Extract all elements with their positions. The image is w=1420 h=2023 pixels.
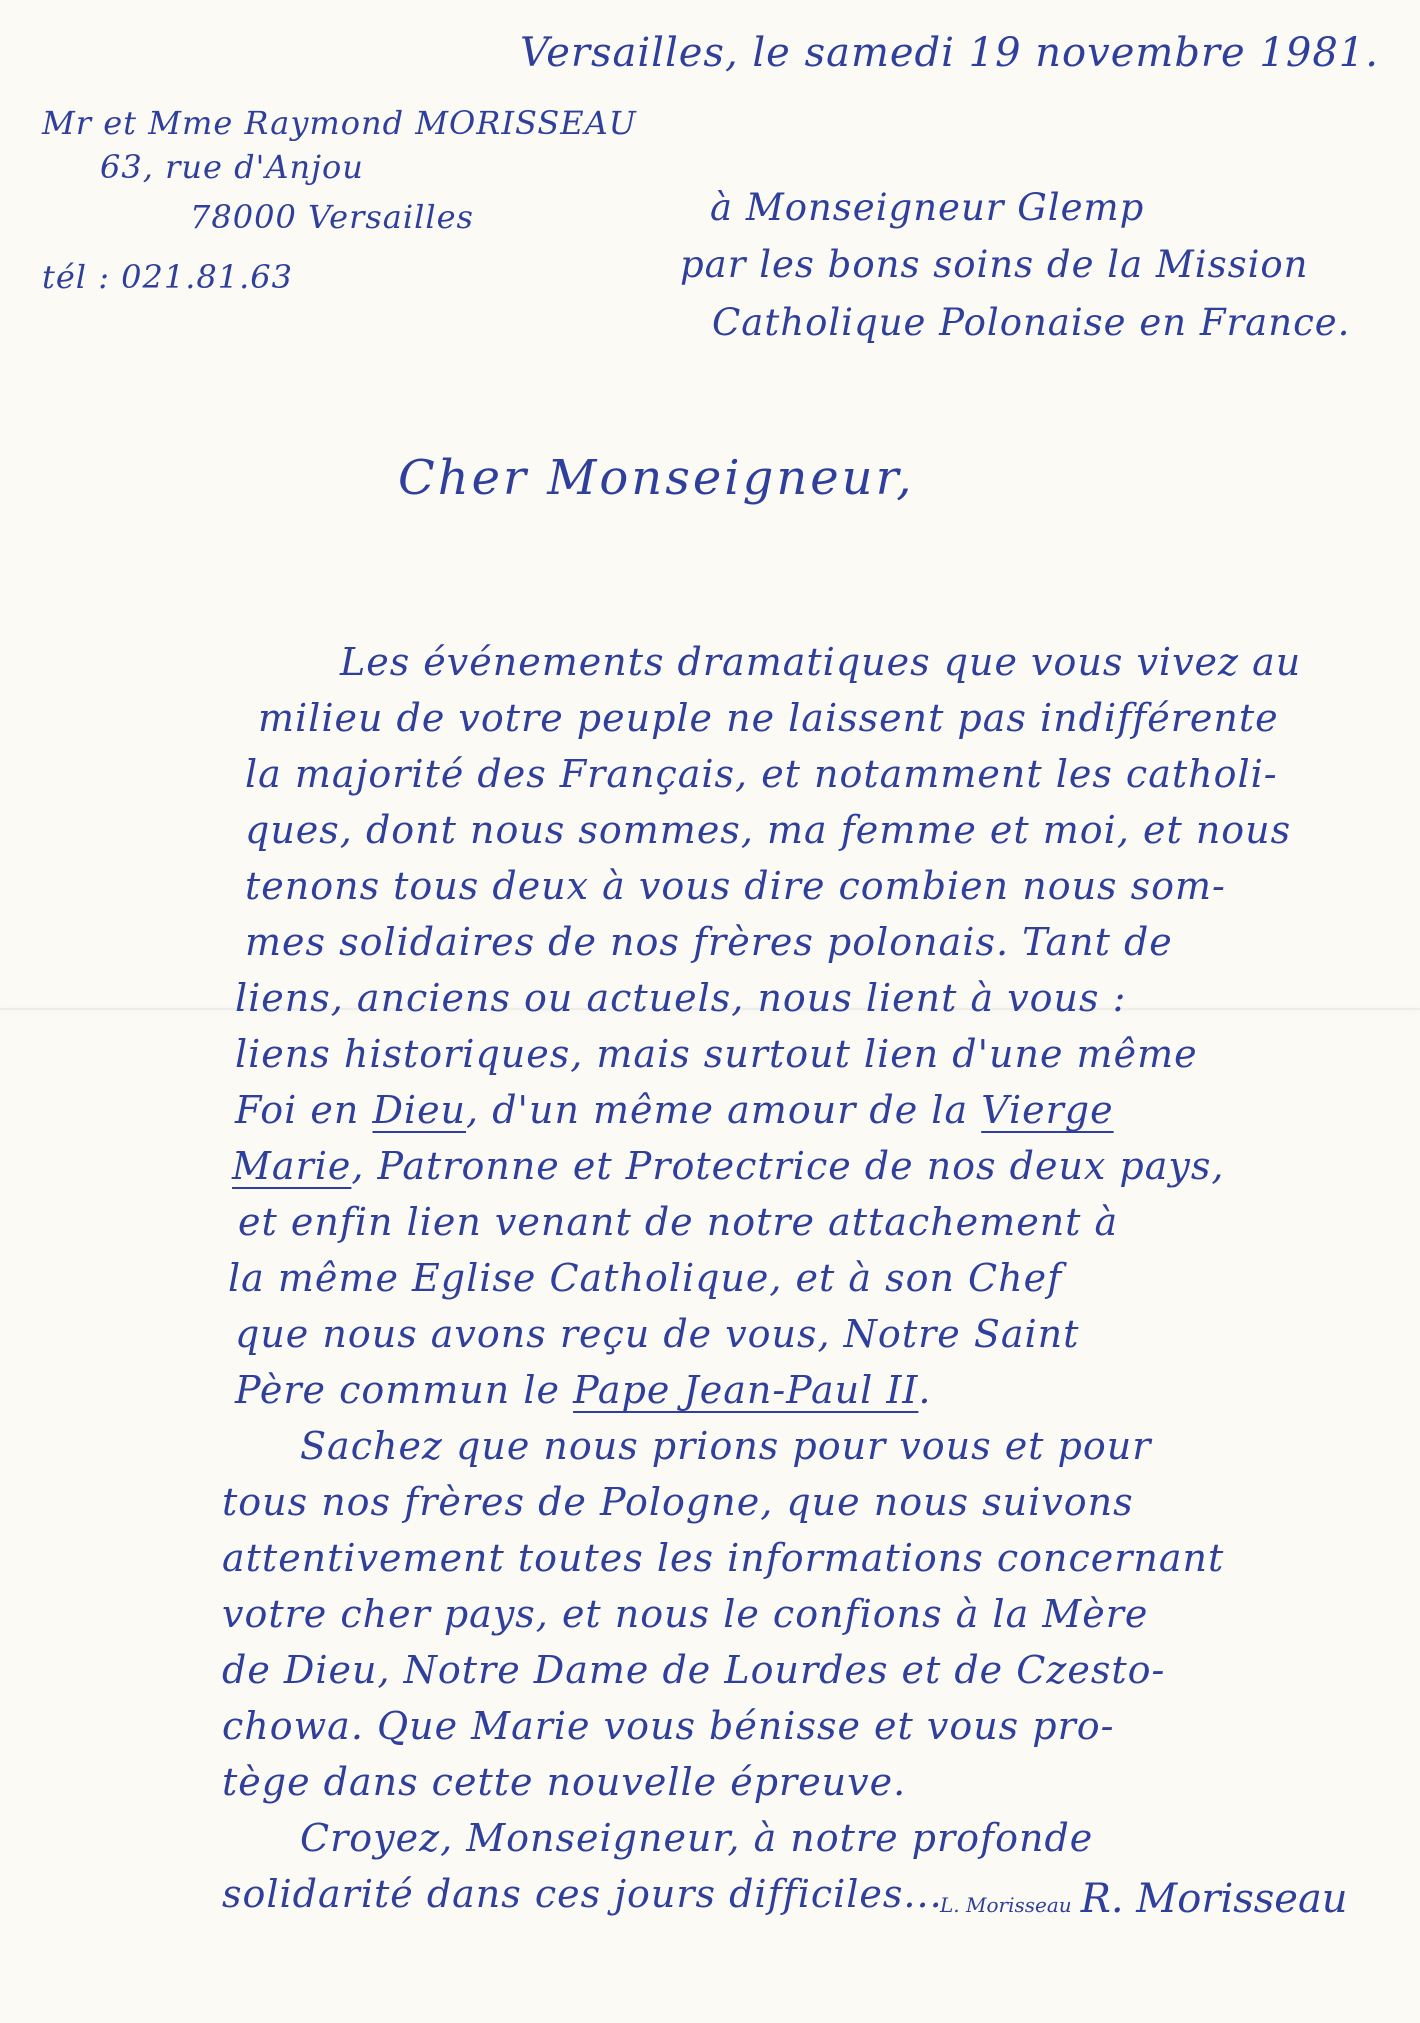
signature-block [940,1876,1348,1922]
underlined-pope-name: Pape Jean-Paul II [573,1368,919,1412]
body-line [235,1088,1114,1132]
sender-phone: tél : 021.81.63 [42,258,294,296]
body-line: solidarité dans ces jours difficiles... [222,1872,943,1916]
body-text: Père commun le [235,1368,574,1412]
sender-city: 78000 Versailles [190,198,474,236]
body-line: la même Eglise Catholique, et à son Chef [228,1256,1063,1300]
signature-husband: R. Morisseau [1080,1876,1348,1922]
greeting: Cher Monseigneur, [398,450,915,506]
recipient-name: à Monseigneur Glemp [710,186,1145,229]
signature-wife: L. Morisseau [940,1893,1072,1917]
sender-name: Mr et Mme Raymond MORISSEAU [42,104,637,142]
body-line: votre cher pays, et nous le confions à la Mère [222,1592,1149,1636]
body-line: de Dieu, Notre Dame de Lourdes et de Czesto- [222,1648,1166,1692]
recipient-via: par les bons soins de la Mission [680,243,1309,286]
recipient-mission: Catholique Polonaise en France. [712,301,1351,344]
body-line: tège dans cette nouvelle épreuve. [222,1760,907,1804]
body-line: milieu de votre peuple ne laissent pas indifférente [258,696,1279,740]
body-line: liens, anciens ou actuels, nous lient à vous : [235,976,1127,1020]
body-line: et enfin lien venant de notre attachement à [238,1200,1119,1244]
sender-street: 63, rue d'Anjou [100,148,364,186]
body-line [232,1144,1224,1188]
body-text: , Patronne et Protectrice de nos deux pays, [351,1144,1225,1188]
body-line: la majorité des Français, et notamment les catholi- [245,752,1278,796]
body-line: mes solidaires de nos frères polonais. Tant de [245,920,1173,964]
body-line: Croyez, Monseigneur, à notre profonde [300,1816,1094,1860]
underlined-word-dieu: Dieu [372,1088,467,1132]
underlined-word-marie: Marie [232,1144,352,1188]
body-text: , d'un même amour de la [466,1088,982,1132]
body-text: . [918,1368,932,1412]
body-line: ques, dont nous sommes, ma femme et moi, et nous [245,808,1292,852]
body-text: Foi en [235,1088,373,1132]
body-line: chowa. Que Marie vous bénisse et vous pro- [222,1704,1115,1748]
underlined-word-vierge: Vierge [981,1088,1114,1132]
body-line: Les événements dramatiques que vous vivez au [340,640,1302,684]
body-line: attentivement toutes les informations concernant [222,1536,1225,1580]
body-line: que nous avons reçu de vous, Notre Saint [235,1312,1080,1356]
date-line: Versailles, le samedi 19 novembre 1981. [520,30,1379,76]
body-line [235,1368,932,1412]
body-line: Sachez que nous prions pour vous et pour [300,1424,1152,1468]
body-line: tous nos frères de Pologne, que nous suivons [222,1480,1134,1524]
body-line: tenons tous deux à vous dire combien nous som- [245,864,1226,908]
body-line: liens historiques, mais surtout lien d'une même [235,1032,1198,1076]
